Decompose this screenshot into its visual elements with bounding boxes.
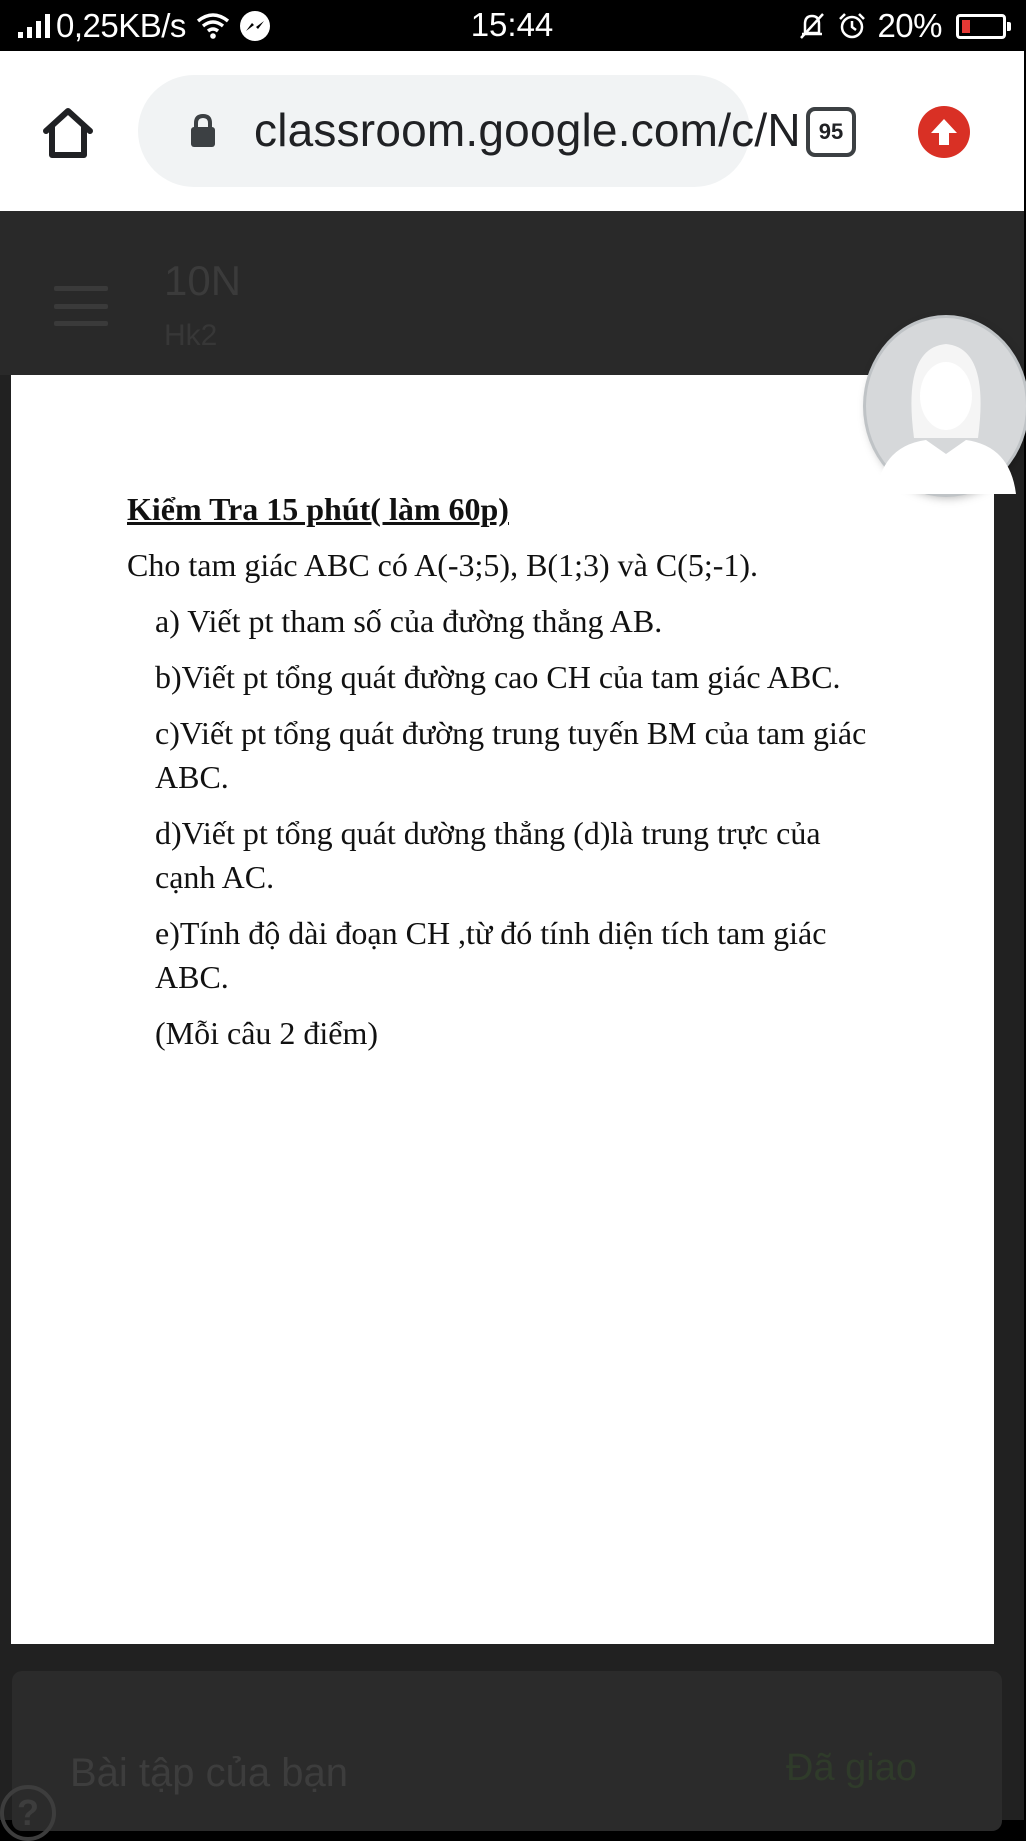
document-intro: Cho tam giác ABC có A(-3;5), B(1;3) và C(5;-1). — [127, 547, 759, 583]
battery-level — [962, 20, 970, 33]
assignment-status: Đã giao — [786, 1747, 917, 1789]
question-item: e)Tính độ dài đoạn CH ,từ đó tính diện tích tam giác ABC. — [155, 915, 827, 995]
scoring-note: (Mỗi câu 2 điểm) — [155, 1015, 379, 1051]
person-icon — [866, 318, 1026, 494]
class-section: Hk2 — [164, 319, 218, 352]
url-text: classroom.google.com/c/N — [254, 104, 801, 156]
document-title: Kiểm Tra 15 phút( làm 60p) — [127, 491, 509, 527]
tab-count: 95 — [818, 119, 844, 144]
alarm-icon — [837, 11, 867, 41]
arrow-up-icon — [929, 116, 959, 148]
question-item: b)Viết pt tổng quát đường cao CH của tam giác ABC. — [155, 659, 841, 695]
your-work-label: Bài tập của bạn — [70, 1751, 348, 1795]
question-item: a) Viết pt tham số của đường thẳng AB. — [155, 603, 663, 639]
tab-switcher-button[interactable] — [806, 107, 856, 157]
question-list — [155, 599, 875, 999]
avatar[interactable] — [866, 318, 1026, 494]
lock-icon — [188, 113, 218, 149]
help-icon[interactable]: ? — [0, 1785, 56, 1841]
question-item: c)Viết pt tổng quát đường trung tuyến BM của tam giác ABC. — [155, 715, 867, 795]
home-button[interactable] — [38, 103, 98, 163]
battery-icon — [956, 14, 1006, 39]
update-button[interactable] — [918, 106, 970, 158]
home-icon — [40, 105, 96, 161]
browser-toolbar — [0, 51, 1024, 211]
mute-icon — [797, 11, 827, 41]
status-bar — [0, 0, 1024, 51]
clock: 15:44 — [470, 6, 554, 43]
menu-icon[interactable] — [54, 286, 108, 326]
document-body — [127, 487, 875, 1055]
document-preview — [11, 375, 994, 1644]
question-item: d)Viết pt tổng quát dường thẳng (d)là trung trực của cạnh AC. — [155, 815, 821, 895]
battery-percent: 20% — [877, 7, 942, 44]
status-right — [797, 6, 1006, 46]
network-speed: 0,25KB/s — [56, 7, 186, 44]
address-bar[interactable] — [138, 75, 801, 187]
class-name: 10N — [164, 257, 242, 304]
